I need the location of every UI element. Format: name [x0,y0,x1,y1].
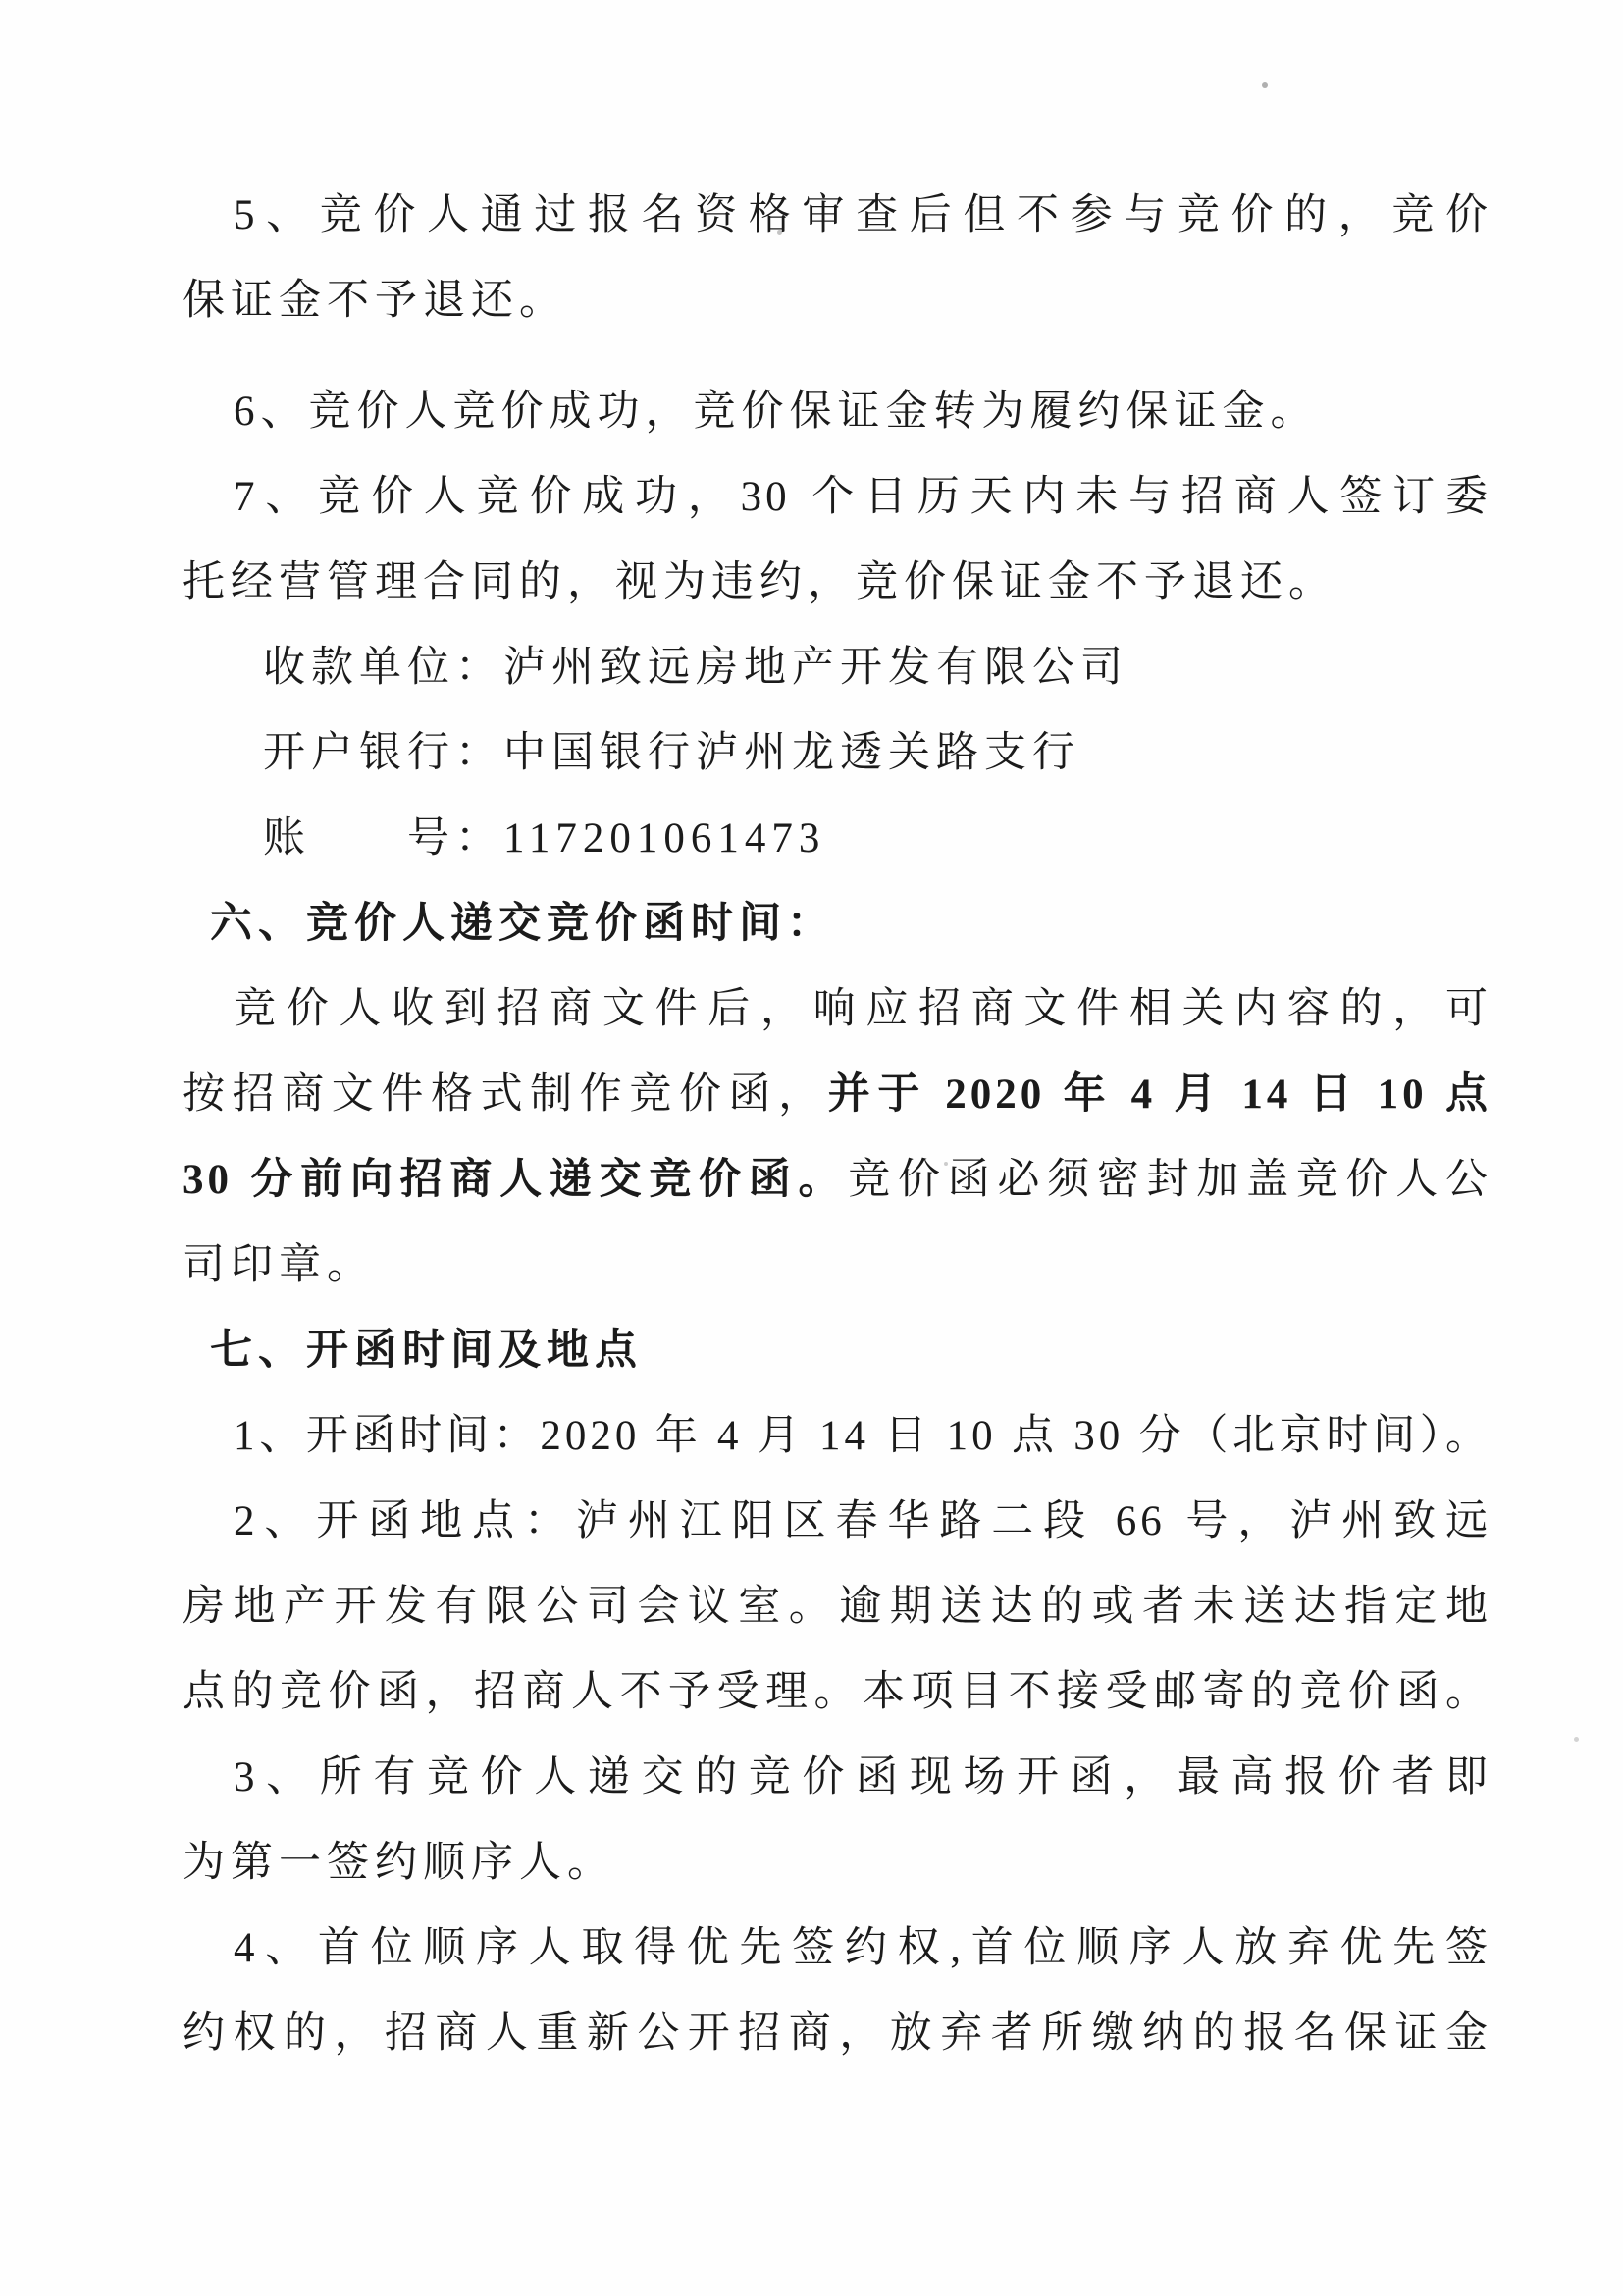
clause-3-line-2: 为第一签约顺序人。 [183,1840,615,1886]
clause-7-line-2: 托经营管理合同的，视为违约，竞价保证金不予退还。 [183,559,1336,605]
section-6-para-line-3 [183,1137,1492,1223]
clause-5-line-2: 保证金不予退还。 [183,278,567,324]
scan-speck [1574,1737,1579,1742]
section-7-heading: 七、开函时间及地点 [210,1328,643,1374]
text-segment-bold-deadline: 30 分前向招商人递交竞价函。 [183,1157,849,1203]
open-time-line: 1、开函时间：2020 年 4 月 14 日 10 点 30 分（北京时间）。 [234,1413,1492,1459]
clause-7-line-1: 7、竞价人竞价成功，30 个日历天内未与招商人签订委 [234,474,1492,520]
section-6-para-line-1: 竞价人收到招商文件后，响应招商文件相关内容的，可 [234,986,1492,1032]
bank-line: 开户银行：中国银行泸州龙透关路支行 [263,730,1080,776]
text-segment: 按招商文件格式制作竞价函， [183,1071,828,1118]
clause-3-line-1: 3、所有竞价人递交的竞价函现场开函，最高报价者即 [234,1754,1492,1800]
account-number-line: 账 号：117201061473 [263,815,826,861]
text-segment: 竞价函必须密封加盖竞价人公 [848,1157,1492,1203]
section-6-heading: 六、竞价人递交竞价函时间： [210,901,835,947]
scan-speck [1262,82,1268,88]
section-6-para-line-2 [183,1052,1492,1137]
open-place-line-1: 2、开函地点：泸州江阳区春华路二段 66 号，泸州致远 [234,1498,1492,1544]
open-place-line-2: 房地产开发有限公司会议室。逾期送达的或者未送达指定地 [183,1584,1492,1630]
payee-line: 收款单位：泸州致远房地产开发有限公司 [263,645,1128,691]
clause-4-line-2: 约权的，招商人重新公开招商，放弃者所缴纳的报名保证金 [183,2010,1492,2057]
clause-5-line-1: 5、竞价人通过报名资格审查后但不参与竞价的，竞价 [234,192,1492,238]
clause-4-line-1: 4、首位顺序人取得优先签约权,首位顺序人放弃优先签 [234,1925,1492,1971]
clause-6-line: 6、竞价人竞价成功，竞价保证金转为履约保证金。 [234,389,1319,435]
document-body [183,173,1492,2076]
open-place-line-3: 点的竞价函，招商人不予受理。本项目不接受邮寄的竞价函。 [183,1669,1492,1715]
section-6-para-line-4: 司印章。 [183,1242,375,1288]
text-segment-bold-deadline: 并于 2020 年 4 月 14 日 10 点 [827,1071,1492,1118]
